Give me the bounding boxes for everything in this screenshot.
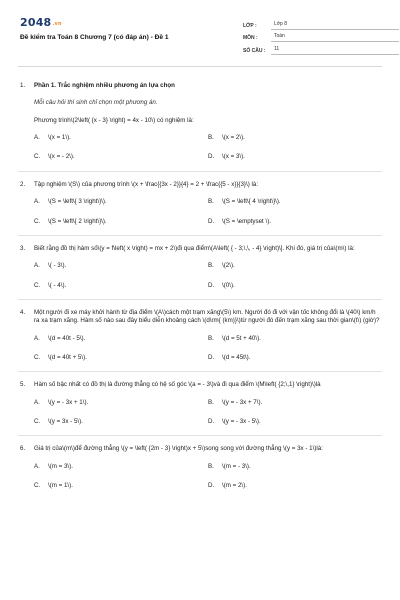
meta-label: MÔN : xyxy=(243,35,258,42)
option-text: \(x = 1\). xyxy=(48,134,71,142)
option-letter: D. xyxy=(208,281,215,289)
option-letter: B. xyxy=(208,134,214,142)
option-letter: C. xyxy=(34,217,41,225)
question-4 xyxy=(18,309,382,362)
question-number: 4. xyxy=(20,308,26,316)
question-6 xyxy=(18,445,382,490)
option-c[interactable] xyxy=(34,418,208,426)
option-letter: A. xyxy=(34,462,40,470)
question-number: 5. xyxy=(20,381,26,389)
question-divider xyxy=(18,235,382,236)
logo-text: 2048 xyxy=(20,16,52,29)
logo-suffix: .vn xyxy=(52,21,62,27)
option-letter: B. xyxy=(208,262,214,270)
option-letter: D. xyxy=(208,418,215,426)
header-divider xyxy=(18,66,382,67)
question-stem: Một người đi xe máy khởi hành từ địa điểm \(A\)cách một trạm xăng\(5\) km. Người đó đi với vận tốc không đổi là \(40\) km/h ra xa trạm xăng. Hàm số nào sau đây biểu diễn khoảng cách \(d\rm{ (km)}\)từ người đó đến trạm xăng sau thời gian\(t\) (giờ)? xyxy=(34,308,380,325)
question-3 xyxy=(18,245,382,290)
question-list xyxy=(18,82,382,491)
question-divider xyxy=(18,435,382,436)
option-c[interactable] xyxy=(34,354,208,362)
question-stem: Phương trình\(2\left( {x - 3} \right) = 4x - 10\) có nghiệm là: xyxy=(34,116,194,124)
meta-row-subject xyxy=(243,30,399,43)
option-text: \(y = 3x - 5\). xyxy=(48,418,83,426)
question-number: 6. xyxy=(20,445,26,453)
meta-info xyxy=(243,17,399,55)
option-d[interactable] xyxy=(208,153,382,161)
option-text: \(2\). xyxy=(222,262,235,270)
question-stem: Biết rằng đồ thị hàm số\(y = f\left( x \right) = mx + 2\)đi qua điểm\(A\left( { - 3;\,\, - 4} \right)\]. Khi đó, giá trị của\(m\) là: xyxy=(34,244,355,252)
meta-value: Toán xyxy=(271,33,399,42)
meta-value: Lớp 8 xyxy=(271,21,399,30)
answer-options xyxy=(34,134,382,162)
option-text: \(S = \left\{ 2 \right\}\). xyxy=(48,217,107,225)
option-text: \(y = - 3x + 1\). xyxy=(48,398,89,406)
option-a[interactable] xyxy=(34,198,208,206)
section-note: Mỗi câu hỏi thí sinh chỉ chọn một phương án. xyxy=(34,99,158,107)
answer-options xyxy=(34,399,382,427)
option-letter: D. xyxy=(208,153,215,161)
option-letter: D. xyxy=(208,482,215,490)
option-text: \(S = \left\{ 3 \right\}\). xyxy=(48,198,107,206)
meta-value: 11 xyxy=(271,46,399,55)
question-number: 1. xyxy=(20,82,26,89)
option-letter: B. xyxy=(208,398,214,406)
option-b[interactable] xyxy=(208,198,382,206)
option-letter: C. xyxy=(34,354,41,362)
section-title: Phần 1. Trắc nghiệm nhiều phương án lựa chọn xyxy=(34,82,175,89)
site-logo[interactable] xyxy=(20,16,62,31)
option-letter: C. xyxy=(34,281,41,289)
option-d[interactable] xyxy=(208,282,382,290)
option-text: \(d = 45t\). xyxy=(222,354,251,362)
answer-options xyxy=(34,335,382,363)
option-text: \( - 3\). xyxy=(48,262,67,270)
document-title: Đề kiểm tra Toán 8 Chương 7 (có đáp án) - Đề 1 xyxy=(20,34,169,41)
question-2 xyxy=(18,181,382,226)
option-a[interactable] xyxy=(34,399,208,407)
option-d[interactable] xyxy=(208,482,382,490)
meta-label: SỐ CÂU : xyxy=(243,47,266,54)
option-d[interactable] xyxy=(208,354,382,362)
option-text: \(x = 3\). xyxy=(222,153,245,161)
answer-options xyxy=(34,463,382,491)
question-stem: Tập nghiệm \(S\) của phương trình \(x + \frac{{3x - 2}}{4} = 2 + \frac{{5 - x}}{3}\) là: xyxy=(34,180,259,188)
option-letter: D. xyxy=(208,354,215,362)
option-letter: C. xyxy=(34,482,41,490)
option-text: \(m = 2\). xyxy=(222,482,247,490)
option-b[interactable] xyxy=(208,463,382,471)
question-number: 2. xyxy=(20,180,26,188)
option-d[interactable] xyxy=(208,418,382,426)
option-c[interactable] xyxy=(34,482,208,490)
option-text: \(S = \emptyset \). xyxy=(222,217,271,225)
option-text: \(0\). xyxy=(222,281,235,289)
meta-row-class xyxy=(243,17,399,30)
option-c[interactable] xyxy=(34,218,208,226)
option-letter: C. xyxy=(34,153,41,161)
option-text: \(d = 40t + 5\). xyxy=(48,354,87,362)
meta-label: LỚP : xyxy=(243,22,257,29)
answer-options xyxy=(34,198,382,226)
option-text: \(x = - 2\). xyxy=(48,153,75,161)
option-b[interactable] xyxy=(208,399,382,407)
option-text: \(d = 40t - 5\). xyxy=(48,334,86,342)
option-text: \(d = 5t + 40\). xyxy=(222,334,261,342)
question-divider xyxy=(18,171,382,172)
option-letter: A. xyxy=(34,334,40,342)
question-1 xyxy=(18,82,382,162)
option-letter: A. xyxy=(34,198,40,206)
option-letter: C. xyxy=(34,418,41,426)
option-a[interactable] xyxy=(34,463,208,471)
option-letter: B. xyxy=(208,334,214,342)
question-stem: Giá trị của\(m\)để đường thẳng \(y = \left( {2m - 3} \right)x + 5\)song song với đường thẳng \(y = 3x - 1\)là: xyxy=(34,445,323,453)
meta-row-count xyxy=(243,42,399,55)
option-text: \( - 4\). xyxy=(48,281,67,289)
option-letter: A. xyxy=(34,398,40,406)
option-text: \(m = 1\). xyxy=(48,482,73,490)
option-text: \(m = 3\). xyxy=(48,462,73,470)
option-letter: B. xyxy=(208,462,214,470)
option-text: \(y = - 3x - 5\). xyxy=(222,418,261,426)
question-divider xyxy=(18,371,382,372)
question-divider xyxy=(18,299,382,300)
document-header xyxy=(18,14,382,66)
option-a[interactable] xyxy=(34,134,208,142)
option-letter: A. xyxy=(34,262,40,270)
question-stem: Hàm số bậc nhất có đồ thị là đường thẳng có hệ số góc \(a = - 3\)và đi qua điểm \(M\left( {2;\,1} \right)\)là xyxy=(34,381,321,389)
question-number: 3. xyxy=(20,244,26,252)
option-a[interactable] xyxy=(34,262,208,270)
option-text: \(y = - 3x + 7\). xyxy=(222,398,263,406)
option-d[interactable] xyxy=(208,218,382,226)
option-b[interactable] xyxy=(208,335,382,343)
option-c[interactable] xyxy=(34,282,208,290)
option-text: \(S = \left\{ 4 \right\}\). xyxy=(222,198,281,206)
option-text: \(x = 2\). xyxy=(222,134,245,142)
option-b[interactable] xyxy=(208,134,382,142)
option-a[interactable] xyxy=(34,335,208,343)
question-5 xyxy=(18,381,382,426)
option-text: \(m = - 3\). xyxy=(222,462,251,470)
option-b[interactable] xyxy=(208,262,382,270)
answer-options xyxy=(34,262,382,290)
option-letter: D. xyxy=(208,217,215,225)
option-c[interactable] xyxy=(34,153,208,161)
option-letter: A. xyxy=(34,134,40,142)
option-letter: B. xyxy=(208,198,214,206)
